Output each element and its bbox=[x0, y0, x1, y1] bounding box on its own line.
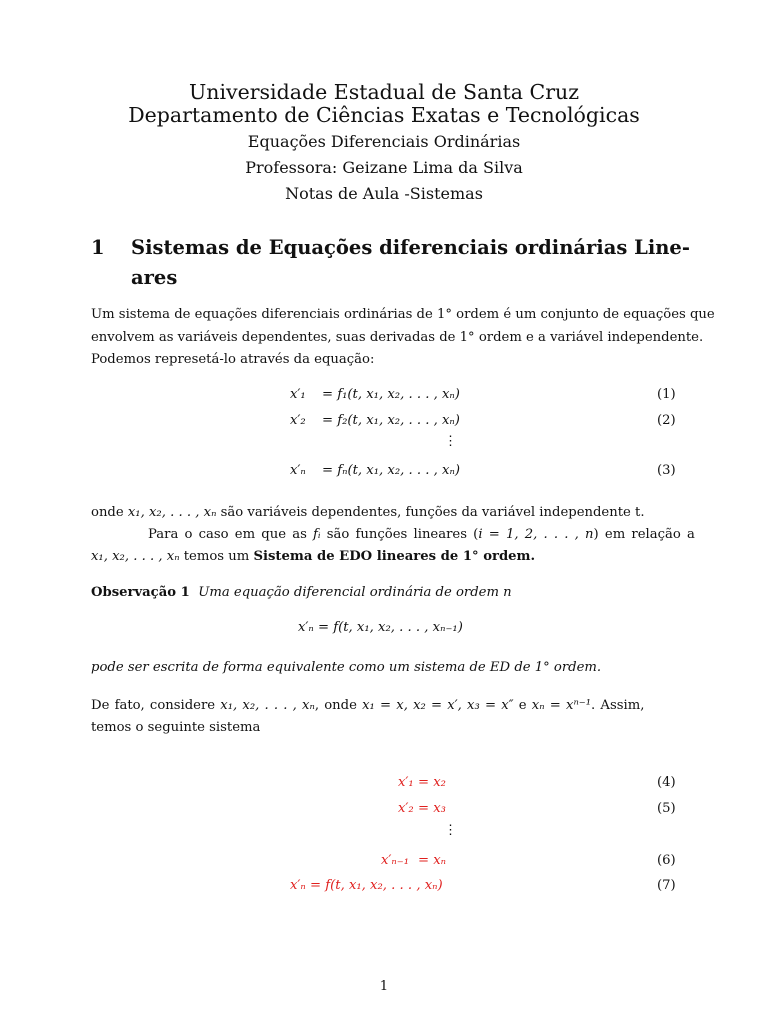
page-number: 1 bbox=[379, 979, 389, 994]
eq2-lhs: x′₂ bbox=[290, 413, 306, 428]
professor-line: Professora: Geizane Lima da Silva bbox=[245, 158, 523, 177]
intro-line-2: envolvem as variáveis dependentes, suas derivadas de 1° ordem e a variável independente. bbox=[91, 330, 704, 345]
observation-line bbox=[91, 582, 512, 604]
section-title-line1: Sistemas de Equações diferenciais ordinárias Line- bbox=[131, 236, 690, 259]
eq6-number: (6) bbox=[657, 853, 676, 868]
eq4-number: (4) bbox=[657, 775, 676, 790]
eq6-lhs: x′ₙ₋₁ bbox=[381, 853, 410, 868]
eq1-lhs: x′₁ bbox=[290, 387, 306, 402]
eq5-number: (5) bbox=[657, 801, 676, 816]
observation-equation: x′ₙ = f(t, x₁, x₂, . . . , xₙ₋₁) bbox=[298, 620, 463, 635]
notes-title: Notas de Aula -Sistemas bbox=[285, 184, 483, 203]
observation-text: Uma equação diferencial ordinária de ordem n bbox=[198, 585, 512, 600]
section-title-line2: ares bbox=[131, 266, 178, 289]
department-name: Departamento de Ciências Exatas e Tecnológicas bbox=[128, 103, 640, 127]
eq1-number: (1) bbox=[657, 387, 676, 402]
observation-label: Observação 1 bbox=[91, 585, 190, 600]
eq3-number: (3) bbox=[657, 463, 676, 478]
eq7-lhs: x′ₙ bbox=[290, 878, 306, 893]
vdots-1: ⋮ bbox=[444, 434, 458, 449]
course-title: Equações Diferenciais Ordinárias bbox=[247, 132, 521, 151]
eq7-rhs: = f(t, x₁, x₂, . . . , xₙ) bbox=[310, 878, 443, 893]
eq4-lhs: x′₁ bbox=[398, 775, 414, 790]
observation-conclusion: pode ser escrita de forma equivalente como um sistema de ED de 1° ordem. bbox=[91, 660, 602, 675]
vdots-2: ⋮ bbox=[444, 823, 458, 838]
eq6-rhs: = xₙ bbox=[418, 853, 447, 868]
eq3-lhs: x′ₙ bbox=[290, 463, 306, 478]
intro-line-1: Um sistema de equações diferenciais ordinárias de 1° ordem é um conjunto de equações que bbox=[91, 307, 715, 322]
after-system-line-1: onde x₁, x₂, . . . , xₙ são variáveis dependentes, funções da variável independente t. bbox=[91, 505, 645, 520]
eq5-rhs: = x₃ bbox=[418, 801, 446, 816]
eq3-rhs: = fₙ(t, x₁, x₂, . . . , xₙ) bbox=[322, 463, 460, 478]
intro-line-3: Podemos represetá-lo através da equação: bbox=[91, 352, 375, 367]
eq7-number: (7) bbox=[657, 878, 676, 893]
eq5-lhs: x′₂ bbox=[398, 801, 414, 816]
after-system-line-2: Para o caso em que as fᵢ são funções lineares (i = 1, 2, . . . , n) em relação a bbox=[148, 527, 695, 542]
section-number: 1 bbox=[91, 236, 105, 259]
eq2-number: (2) bbox=[657, 413, 676, 428]
eq2-rhs: = f₂(t, x₁, x₂, . . . , xₙ) bbox=[322, 413, 460, 428]
eq4-rhs: = x₂ bbox=[418, 775, 446, 790]
university-name: Universidade Estadual de Santa Cruz bbox=[188, 80, 579, 104]
eq1-rhs: = f₁(t, x₁, x₂, . . . , xₙ) bbox=[322, 387, 460, 402]
de-fato-line-2: temos o seguinte sistema bbox=[91, 720, 261, 735]
after-system-line-3: x₁, x₂, . . . , xₙ temos um Sistema de EDO lineares de 1° ordem. bbox=[91, 549, 536, 564]
de-fato-line-1: De fato, considere x₁, x₂, . . . , xₙ, onde x₁ = x, x₂ = x′, x₃ = x″ e xₙ = xⁿ⁻¹. Assim, bbox=[91, 698, 645, 713]
